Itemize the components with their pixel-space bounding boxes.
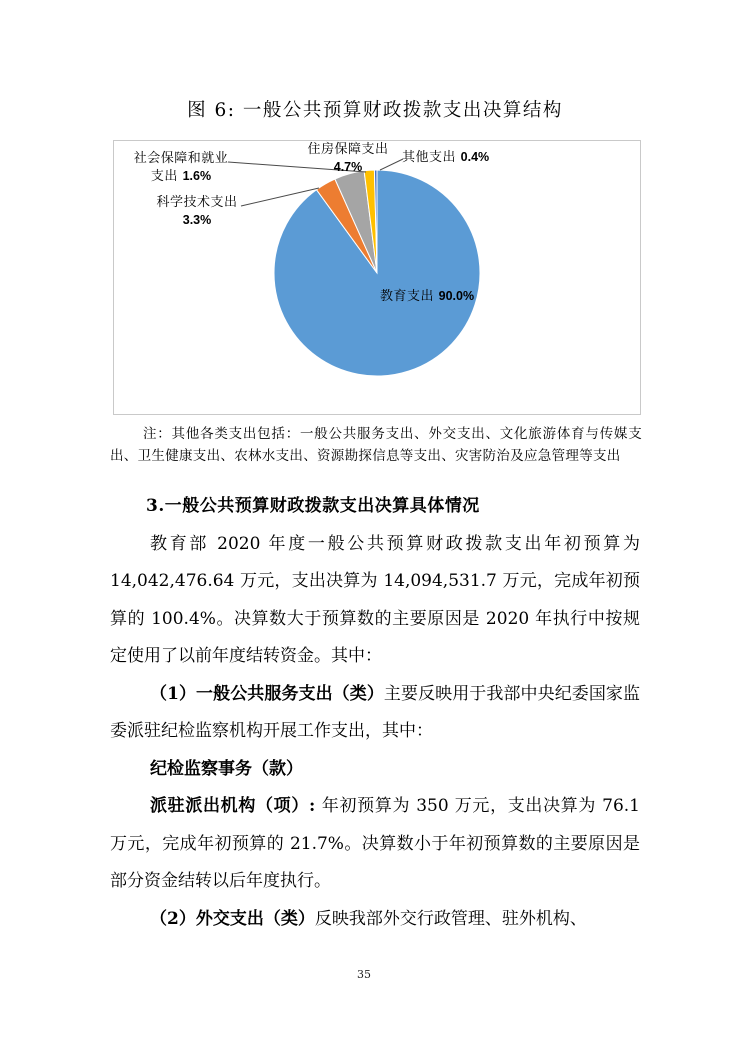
paragraph	[110, 676, 640, 751]
text-run: 主要反映用于我部中央纪委国家监委派驻纪检监察机构开展工作支出，其中：	[110, 683, 641, 741]
pie-label-other: 其他支出 0.4%	[402, 150, 490, 165]
chart-title: 图 6: 一般公共预算财政拨款支出决算结构	[187, 100, 563, 121]
chart-note: 注：其他各类支出包括：一般公共服务支出、外交支出、文化旅游体育与传媒支出、卫生健康支出、农林水支出、资源勘探信息等支出、灾害防治及应急管理等支出	[110, 426, 642, 464]
text-run: 年初预算为 350 万元，支出决算为 76.1 万元，完成年初预算的 21.7%。决算数小于年初预算数的主要原因是部分资金结转以后年度执行。	[110, 796, 640, 891]
paragraph	[110, 788, 640, 901]
text-run: 反映我部外交行政管理、驻外机构、	[314, 908, 587, 929]
pie-label-social-security-employment: 社会保障和就业 支出 1.6%	[133, 151, 229, 184]
chart-container	[113, 140, 641, 415]
body-text	[110, 488, 640, 938]
bold-run: 派驻派出机构（项）:	[150, 796, 322, 816]
page-number: 35	[357, 968, 371, 981]
paragraphs	[110, 526, 640, 939]
pie-label-education: 教育支出 90.0%	[380, 289, 475, 304]
text-run: 教育部 2020 年度一般公共预算财政拨款支出年初预算为 14,042,476.64 万元，支出决算为 14,094,531.7 万元，完成年初预算的 100.4%。决算数大于预算数的主要原因是 2020 年执行中按规定使用了以前年度结转资金。其中：	[110, 533, 640, 666]
bold-run: 纪检监察事务（款）	[150, 758, 303, 779]
paragraph	[110, 526, 640, 676]
bold-run: （2）外交支出（类）	[150, 908, 315, 929]
bold-run: （1）一般公共服务支出（类）	[150, 683, 384, 704]
section-heading: 3.一般公共预算财政拨款支出决算具体情况	[146, 496, 480, 516]
pie-label-science-technology: 科学技术支出 3.3%	[156, 195, 238, 227]
paragraph	[110, 901, 640, 939]
pie-label-housing-security: 住房保障支出 4.7%	[307, 142, 389, 174]
paragraph	[110, 751, 640, 789]
